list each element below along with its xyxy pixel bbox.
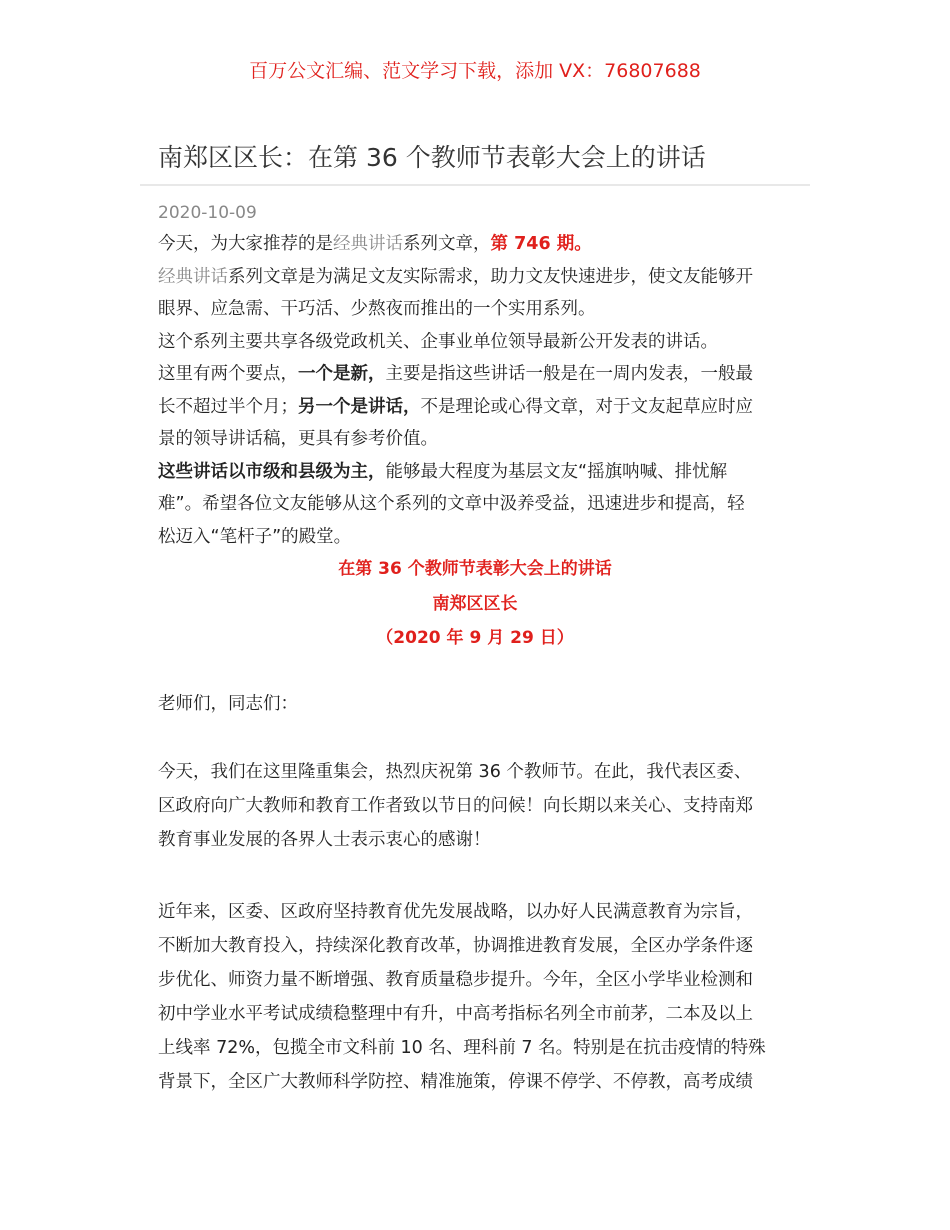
- title-divider: [140, 184, 810, 186]
- text-segment: 第 746 期。: [490, 234, 592, 254]
- text-segment: 这个系列主要共享各级党政机关、企事业单位领导最新公开发表的讲话。: [158, 331, 718, 352]
- text-segment: 眼界、应急需、干巧活、少熬夜而推出的一个实用系列。: [158, 299, 596, 319]
- paragraph-line: 背景下，全区广大教师科学防控、精准施策，停课不停学、不停教，高考成绩: [158, 1072, 753, 1092]
- salutation: [158, 688, 798, 721]
- speech-date: （2020 年 9 月 29 日）: [376, 628, 574, 648]
- paragraph-line: 教育事业发展的各界人士表示衷心的感谢！: [158, 830, 491, 850]
- salutation-text: 老师们，同志们：: [158, 694, 298, 714]
- text-segment: 主要是指这些讲话一般是在一周内发表，一般最: [385, 364, 753, 384]
- text-segment: 另一个是讲话，: [298, 396, 421, 417]
- text-segment: 难”。希望各位文友能够从这个系列的文章中汲养受益，迅速进步和提高，轻: [158, 494, 745, 514]
- paragraph-line: 步优化、师资力量不断增强、教育质量稳步提升。今年，全区小学毕业检测和: [158, 970, 753, 990]
- paragraph-2: [158, 895, 798, 1099]
- text-segment: 经典讲话: [333, 234, 403, 254]
- text-segment: 经典讲话: [158, 266, 228, 287]
- paragraph-line: 区政府向广大教师和教育工作者致以节日的问候！向长期以来关心、支持南郑: [158, 796, 753, 816]
- text-segment: 不是理论或心得文章，对于文友起草应时应: [420, 396, 753, 417]
- paragraph-line: 初中学业水平考试成绩稳整理中有升，中高考指标名列全市前茅，二本及以上: [158, 1004, 753, 1024]
- text-segment: 今天，为大家推荐的是: [158, 234, 333, 254]
- publish-date: 2020-10-09: [158, 203, 257, 223]
- intro-section: [158, 228, 798, 553]
- paragraph-1: [158, 755, 798, 857]
- intro-line: [158, 391, 798, 424]
- intro-line: [158, 488, 798, 521]
- text-segment: 能够最大程度为基层文友“摇旗呐喊、排忧解: [385, 461, 728, 482]
- text-segment: 长不超过半个月；: [158, 396, 298, 417]
- intro-line: [158, 293, 798, 326]
- text-segment: 景的领导讲话稿，更具有参考价值。: [158, 429, 438, 449]
- intro-line: [158, 423, 798, 456]
- promo-banner: 百万公文汇编、范文学习下载，添加 VX：76807688: [249, 60, 701, 82]
- intro-line: [158, 228, 798, 261]
- intro-line: [158, 326, 798, 359]
- speaker: 南郑区区长: [432, 594, 518, 614]
- article-title: 南郑区区长：在第 36 个教师节表彰大会上的讲话: [158, 143, 706, 172]
- intro-line: [158, 261, 798, 294]
- text-segment: 松迈入“笔杆子”的殿堂。: [158, 526, 352, 547]
- paragraph-line: 上线率 72%，包揽全市文科前 10 名、理科前 7 名。特别是在抗击疫情的特殊: [158, 1038, 766, 1058]
- paragraph-line: 近年来，区委、区政府坚持教育优先发展战略，以办好人民满意教育为宗旨，: [158, 902, 753, 922]
- intro-line: [158, 358, 798, 391]
- speech-title: 在第 36 个教师节表彰大会上的讲话: [338, 559, 612, 579]
- text-segment: 一个是新，: [298, 364, 386, 384]
- text-segment: 系列文章是为满足文友实际需求，助力文友快速进步，使文友能够开: [228, 266, 753, 287]
- text-segment: 这里有两个要点，: [158, 364, 298, 384]
- paragraph-line: 不断加大教育投入，持续深化教育改革，协调推进教育发展，全区办学条件逐: [158, 936, 753, 956]
- intro-line: [158, 521, 798, 554]
- text-segment: 这些讲话以市级和县级为主，: [158, 461, 386, 482]
- paragraph-line: 今天，我们在这里隆重集会，热烈庆祝第 36 个教师节。在此，我代表区委、: [158, 762, 752, 782]
- intro-line: [158, 456, 798, 489]
- text-segment: 系列文章，: [403, 234, 491, 254]
